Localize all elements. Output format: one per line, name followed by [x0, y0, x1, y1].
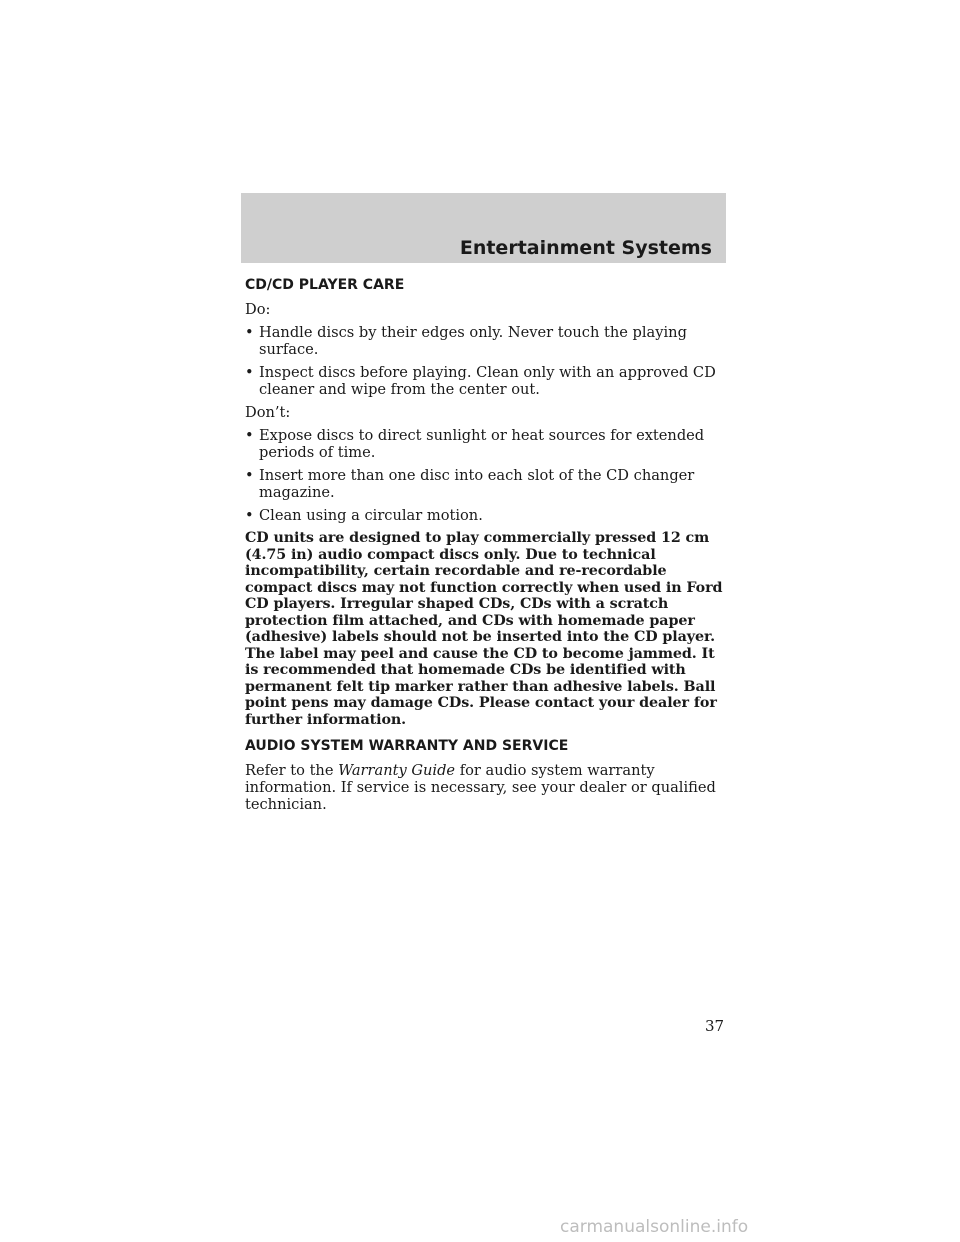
bullet-icon: •	[245, 364, 254, 381]
site-watermark: carmanualsonline.info	[560, 1217, 749, 1237]
bullet-icon: •	[245, 324, 254, 341]
page-number: 37	[705, 1017, 725, 1035]
warranty-guide-term: Warranty Guide	[338, 762, 456, 779]
dont-list-item	[245, 467, 732, 501]
do-list-item	[245, 324, 732, 358]
do-item-text: Inspect discs before playing. Clean only with an approved CD cleaner and wipe from the center out.	[259, 364, 716, 398]
cd-compatibility-notice: CD units are designed to play commercially pressed 12 cm (4.75 in) audio compact discs only. Due to technical incompatibility, certain recordable and re-recordable compact discs may not function correctly when used in Ford CD players. Irregular shaped CDs, CDs with a scratch protection film attached, and CDs with homemade paper (adhesive) labels should not be inserted into the CD player. The label may peel and cause the CD to become jammed. It is recommended that homemade CDs be identified with permanent felt tip marker rather than adhesive labels. Ball point pens may damage CDs. Please contact your dealer for further information.	[245, 530, 723, 728]
warranty-text-after: for audio system warranty information. If service is necessary, see your dealer or qualified technician.	[245, 762, 716, 813]
dont-list-item	[245, 427, 732, 461]
dont-label: Don’t:	[245, 404, 291, 421]
cd-care-heading: CD/CD PLAYER CARE	[245, 277, 405, 293]
dont-list-item	[245, 507, 732, 524]
bullet-icon: •	[245, 427, 254, 444]
page-content	[245, 277, 732, 819]
bullet-icon: •	[245, 507, 254, 524]
warranty-heading: AUDIO SYSTEM WARRANTY AND SERVICE	[245, 738, 569, 754]
dont-item-text: Expose discs to direct sunlight or heat sources for extended periods of time.	[259, 427, 705, 461]
do-item-text: Handle discs by their edges only. Never touch the playing surface.	[259, 324, 687, 358]
warranty-paragraph	[245, 762, 732, 813]
do-list-item	[245, 364, 732, 398]
warranty-text-before: Refer to the	[245, 762, 334, 779]
dont-item-text: Insert more than one disc into each slot of the CD changer magazine.	[259, 467, 695, 501]
section-header-title: Entertainment Systems	[459, 237, 712, 259]
do-label: Do:	[245, 301, 271, 318]
dont-item-text: Clean using a circular motion.	[259, 507, 483, 524]
section-header-band	[241, 193, 726, 263]
bullet-icon: •	[245, 467, 254, 484]
